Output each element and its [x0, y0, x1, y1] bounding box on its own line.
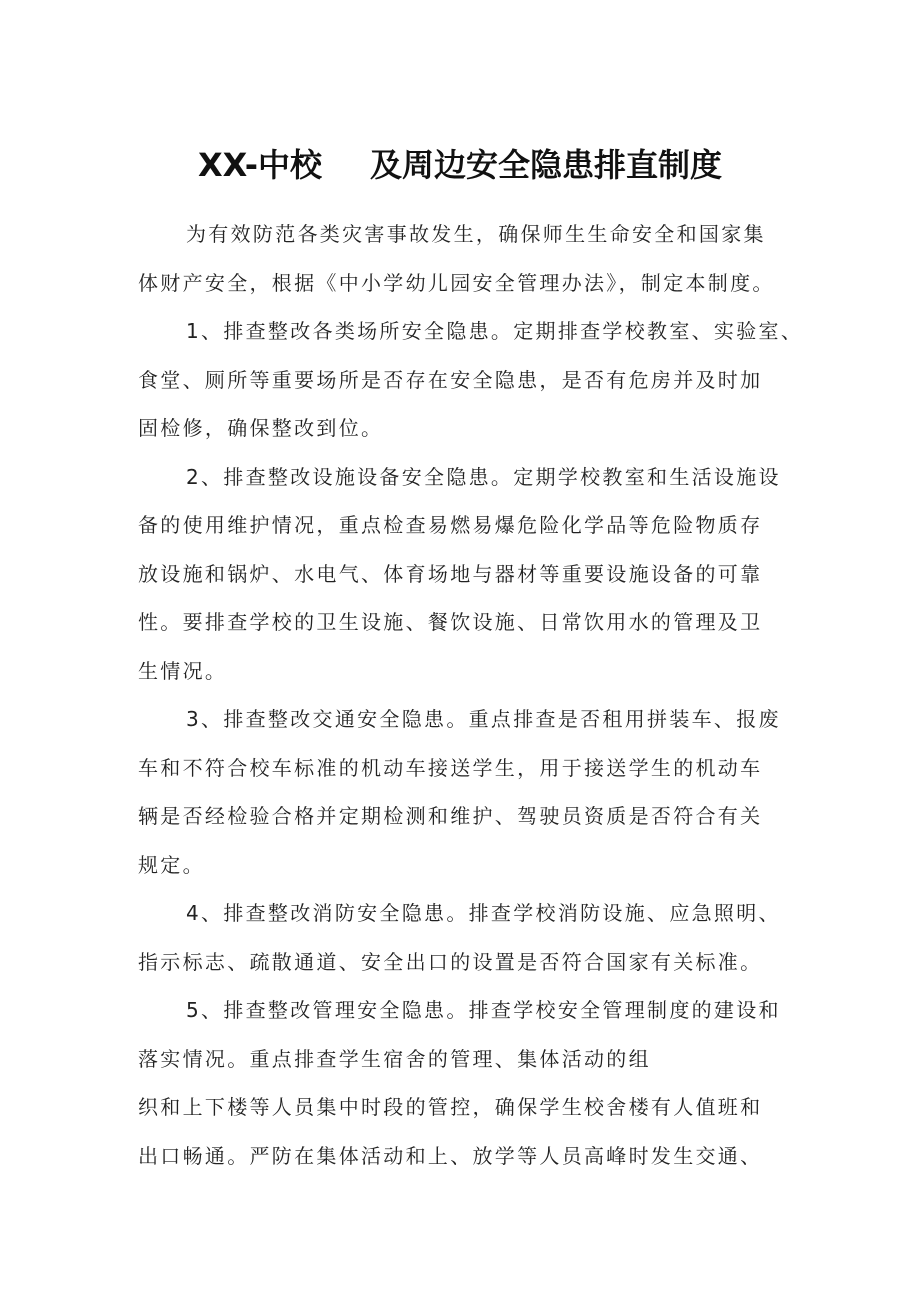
body-line: 放设施和锅炉、水电气、体育场地与器材等重要设施设备的可靠 [138, 561, 763, 586]
body-line: 车和不符合校车标准的机动车接送学生，用于接送学生的机动车 [138, 755, 763, 780]
title-part1: XX-中校 [197, 146, 322, 184]
body-line: 3、排查整改交通安全隐患。重点排查是否租用拼装车、报废 [186, 707, 781, 731]
body-line: 食堂、厕所等重要场所是否存在安全隐患，是否有危房并及时加 [138, 367, 763, 392]
title-part2: 及周边安全隐患排直制度 [370, 146, 723, 184]
body-line: 生情况。 [138, 658, 228, 683]
body-line: 2、排查整改设施设备安全隐患。定期学校教室和生活设施设 [186, 464, 781, 489]
body-line: 1、排查整改各类场所安全隐患。定期排查学校教室、实验室、 [186, 319, 804, 343]
body-line: 落实情况。重点排查学生宿舍的管理、集体活动的组 [138, 1046, 651, 1071]
body-line: 出口畅通。严防在集体活动和上、放学等人员高峰时发生交通、 [138, 1143, 763, 1168]
body-line: 固检修，确保整改到位。 [138, 416, 384, 440]
body-line: 织和上下楼等人员集中时段的管控，确保学生校舍楼有人值班和 [138, 1095, 763, 1119]
document-body [138, 210, 804, 1180]
document-title [0, 140, 920, 186]
body-line: 4、排查整改消防安全隐患。排查学校消防设施、应急照明、 [186, 901, 781, 925]
body-line: 性。要排查学校的卫生设施、餐饮设施、日常饮用水的管理及卫 [138, 610, 763, 634]
body-line: 体财产安全，根据《中小学幼儿园安全管理办法》，制定本制度。 [138, 270, 775, 295]
body-line: 规定。 [138, 852, 205, 877]
body-line: 指示标志、疏散通道、安全出口的设置是否符合国家有关标准。 [138, 949, 763, 974]
body-line: 备的使用维护情况，重点检查易燃易爆危险化学品等危险物质存 [138, 513, 763, 537]
body-line: 辆是否经检验合格并定期检测和维护、驾驶员资质是否符合有关 [138, 804, 763, 828]
body-line: 为有效防范各类灾害事故发生，确保师生生命安全和国家集 [186, 222, 766, 246]
body-line: 5、排查整改管理安全隐患。排查学校安全管理制度的建设和 [186, 998, 781, 1022]
